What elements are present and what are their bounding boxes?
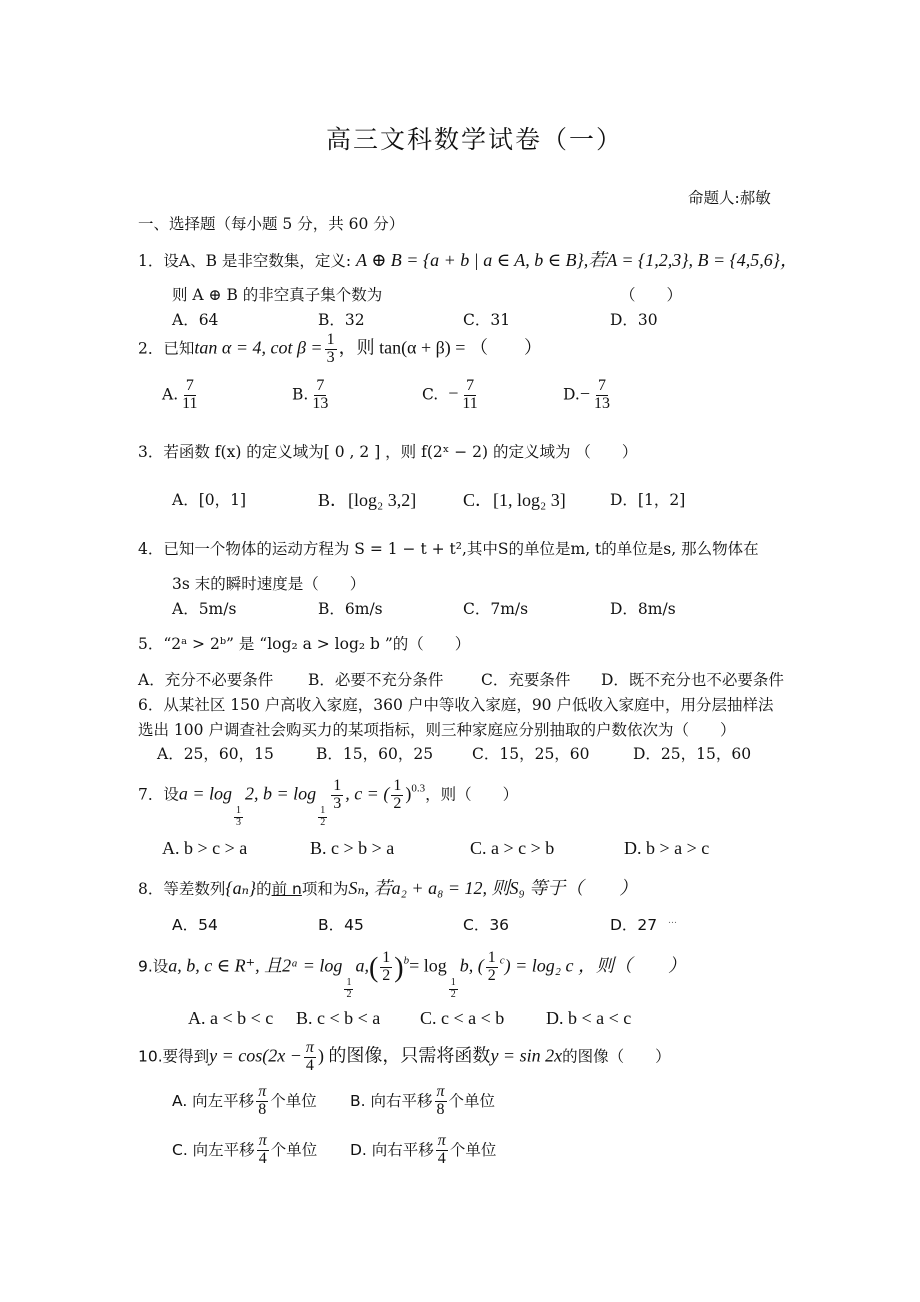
q7-base-1 bbox=[234, 806, 243, 828]
q3-option-b: B．[log₂ 3,2] bbox=[318, 490, 417, 510]
q5-option-a: A．充分不必要条件 bbox=[138, 671, 274, 689]
q10-opt-c-post: 个单位 bbox=[270, 1140, 318, 1159]
q10-opt-c-frac bbox=[257, 1133, 269, 1168]
q2-opt-d-num: 7 bbox=[597, 377, 606, 394]
q2-opt-c-frac bbox=[460, 378, 479, 413]
q7-option-d: D. b > a > c bbox=[624, 838, 710, 858]
question-6: 6．从某社区 150 户高收入家庭，360 户中等收入家庭，90 户低收入家庭中，用分层抽样法 bbox=[138, 696, 774, 714]
q2-opt-d-label: D. bbox=[563, 385, 580, 404]
q9-base-2 bbox=[449, 978, 458, 1000]
q10-number: 10.要得到 bbox=[138, 1047, 210, 1066]
q10-opt-b-num: π bbox=[436, 1083, 445, 1100]
q5-option-d: D．既不充分也不必要条件 bbox=[601, 671, 784, 689]
q10-opt-b-frac bbox=[435, 1084, 447, 1119]
q7-base2-num: 1 bbox=[320, 805, 326, 817]
q1-option-a: A．64 bbox=[172, 311, 219, 329]
q7-part-2: 2, b = log bbox=[245, 783, 317, 804]
q9-b1-num: 1 bbox=[346, 977, 352, 989]
q2-opt-b-label: B. bbox=[292, 385, 309, 404]
q8-mark: … bbox=[668, 916, 677, 926]
q2-opt-a-den: 11 bbox=[182, 394, 198, 412]
q2-opt-d-den: 13 bbox=[593, 394, 610, 412]
question-9 bbox=[138, 950, 686, 1000]
q6-line2: 选出 100 户调查社会购买力的某项指标，则三种家庭应分别抽取的户数依次为（ ） bbox=[138, 721, 736, 739]
q5-option-b: B．必要不充分条件 bbox=[308, 671, 444, 689]
q10-opt-c-num: π bbox=[258, 1132, 267, 1149]
q9-f2-num: 1 bbox=[487, 949, 496, 966]
q10-opt-a-frac bbox=[256, 1084, 268, 1119]
q6-option-c: C．15，25，60 bbox=[472, 745, 590, 763]
q2-frac-den: 3 bbox=[326, 348, 335, 366]
q2-option-c bbox=[422, 378, 482, 413]
q9-left-paren: ( bbox=[368, 952, 379, 984]
q7-number: 7．设 bbox=[138, 785, 179, 804]
q2-fraction bbox=[325, 332, 337, 367]
q4-line2: 3s 末的瞬时速度是（ ） bbox=[172, 575, 366, 593]
q1-answer-paren: （ ） bbox=[620, 286, 683, 304]
question-7 bbox=[138, 778, 518, 828]
q9-part-1: a, b, c ∈ R⁺, 且2ᵃ = log bbox=[168, 955, 343, 976]
q7-fracc-num: 1 bbox=[393, 777, 402, 794]
q7-frac-b bbox=[331, 778, 343, 813]
q2-opt-c-num: 7 bbox=[466, 377, 475, 394]
q10-opt-b-den: 8 bbox=[436, 1100, 445, 1118]
q8-option-a: A．54 bbox=[172, 916, 218, 934]
q7-base1-den: 3 bbox=[236, 816, 242, 828]
q7-option-a: A. b > c > a bbox=[162, 838, 248, 858]
q9-part-4: b, ( bbox=[459, 955, 484, 976]
q2-opt-b-num: 7 bbox=[316, 377, 325, 394]
q9-b2-den: 2 bbox=[450, 988, 456, 1000]
q2-opt-a-frac bbox=[180, 378, 199, 413]
q8-part-1: 的 bbox=[256, 880, 272, 898]
q2-option-b bbox=[292, 378, 332, 413]
page-title: 高三文科数学试卷（一） bbox=[326, 125, 624, 154]
q10-opt-a-post: 个单位 bbox=[270, 1091, 317, 1110]
q2-opt-c-label: C. bbox=[422, 385, 439, 404]
q10-option-b bbox=[350, 1084, 495, 1119]
q2-opt-d-sign: − bbox=[579, 383, 590, 404]
q9-b2-num: 1 bbox=[450, 977, 456, 989]
q1-line2 bbox=[172, 283, 382, 305]
q5-option-c: C．充要条件 bbox=[481, 671, 571, 689]
q9-base-1 bbox=[344, 978, 353, 1000]
q9-frac-1 bbox=[380, 950, 392, 985]
question-2 bbox=[138, 332, 542, 367]
q1-option-b: B．32 bbox=[318, 311, 365, 329]
q7-part-4: ) bbox=[405, 783, 412, 804]
author: 命题人:郝敏 bbox=[688, 189, 771, 207]
q9-right-paren: ) bbox=[394, 952, 404, 984]
section-heading: 一、选择题（每小题 5 分，共 60 分） bbox=[138, 215, 405, 233]
q8-option-c: C．36 bbox=[463, 916, 510, 934]
q1-number: 1．设 bbox=[138, 252, 179, 270]
q9-part-2: a, bbox=[355, 955, 369, 976]
q8-option-d: D．27 bbox=[610, 916, 658, 934]
q3-option-a: A．[0，1] bbox=[172, 491, 247, 509]
q1-text: A、B 是非空数集，定义: bbox=[178, 252, 352, 270]
q10-opt-a-pre: A. 向左平移 bbox=[172, 1091, 255, 1110]
q10-part-2: y = cos(2x − bbox=[209, 1045, 302, 1066]
q9-f1-num: 1 bbox=[382, 949, 391, 966]
q7-base1-num: 1 bbox=[236, 805, 242, 817]
q7-frac-c bbox=[391, 778, 403, 813]
q1-option-d: D．30 bbox=[610, 311, 658, 329]
q3-option-d: D．[1，2] bbox=[610, 491, 686, 509]
q10-opt-d-num: π bbox=[437, 1132, 446, 1149]
question-1 bbox=[138, 246, 798, 272]
q9-f1-den: 2 bbox=[382, 966, 391, 984]
q9-option-d: D. b < a < c bbox=[546, 1008, 632, 1028]
q4-option-d: D．8m/s bbox=[610, 600, 676, 618]
q2-expr-b: ，则 tan(α + β) = （ ） bbox=[338, 337, 542, 358]
q9-part-3: = log bbox=[409, 955, 447, 976]
question-3: 3．若函数 f(x) 的定义域为[ 0 , 2 ] ，则 f(2ˣ − 2) 的定义域为 （ ） bbox=[138, 443, 638, 461]
q4-option-a: A．5m/s bbox=[172, 600, 237, 618]
q4-option-b: B．6m/s bbox=[318, 600, 383, 618]
q2-opt-c-den: 11 bbox=[462, 394, 478, 412]
q2-opt-a-num: 7 bbox=[185, 377, 194, 394]
q1-question: 则 A ⊕ B 的非空真子集个数为 bbox=[172, 286, 383, 304]
q9-option-c: C. c < a < b bbox=[420, 1008, 505, 1028]
q9-part-5: ) = log₂ c ，则（ ） bbox=[504, 955, 687, 976]
q1-definition: A ⊕ B = {a + b | a ∈ A, b ∈ B},若A = {1,2,3}, B = {4,5,6}， bbox=[356, 250, 798, 270]
q10-option-d bbox=[350, 1133, 496, 1168]
q8-rest: Sₙ, 若a₂ + a₈ = 12, 则S₉ 等于（ ） bbox=[348, 878, 638, 898]
q7-fracb-num: 1 bbox=[333, 777, 342, 794]
question-8 bbox=[138, 874, 637, 900]
question-4: 4．已知一个物体的运动方程为 S = 1 − t + t²,其中S的单位是m, t的单位是s, 那么物体在 bbox=[138, 540, 759, 558]
q8-underlined: 前 n bbox=[271, 880, 302, 898]
q2-expr-a: tan α = 4, cot β = bbox=[194, 337, 323, 358]
q9-b1-den: 2 bbox=[346, 988, 352, 1000]
q7-option-b: B. c > b > a bbox=[310, 838, 395, 858]
q6-option-d: D．25，15，60 bbox=[633, 745, 752, 763]
q7-part-1: a = log bbox=[178, 783, 233, 804]
q10-pi-frac bbox=[304, 1040, 316, 1075]
q6-option-b: B．15，60，25 bbox=[316, 745, 434, 763]
question-5: 5．“2ᵃ > 2ᵇ” 是 “log₂ a > log₂ b ”的（ ） bbox=[138, 635, 471, 653]
q4-option-c: C．7m/s bbox=[463, 600, 529, 618]
q10-option-c bbox=[172, 1133, 317, 1168]
q7-exponent: 0.3 bbox=[411, 782, 426, 795]
q8-number: 8．等差数列 bbox=[138, 880, 226, 898]
q7-part-3: , c = ( bbox=[345, 783, 390, 804]
q10-opt-d-frac bbox=[436, 1133, 448, 1168]
q9-frac-2 bbox=[486, 950, 498, 985]
q10-pi-num: π bbox=[305, 1039, 314, 1056]
q9-number: 9.设 bbox=[138, 957, 169, 976]
q7-fracb-den: 3 bbox=[333, 794, 342, 812]
q2-option-a bbox=[162, 378, 202, 413]
q10-opt-d-pre: D. 向右平移 bbox=[350, 1140, 434, 1159]
q9-option-a: A. a < b < c bbox=[188, 1008, 274, 1028]
q2-opt-d-frac bbox=[592, 378, 612, 413]
q9-exp-2: c bbox=[499, 954, 505, 967]
q3-option-c: C．[1, log₂ 3] bbox=[463, 490, 566, 510]
q8-sequence: {aₙ} bbox=[225, 878, 257, 898]
q2-number: 2．已知 bbox=[138, 339, 195, 358]
q10-part-3: ) 的图像，只需将函数 bbox=[317, 1045, 491, 1066]
q2-opt-b-den: 13 bbox=[312, 394, 329, 412]
question-10 bbox=[138, 1040, 671, 1075]
q10-pi-den: 4 bbox=[305, 1056, 314, 1074]
q7-part-5: ，则（ ） bbox=[425, 785, 519, 804]
q2-opt-a-label: A. bbox=[162, 385, 179, 404]
q10-part-4: y = sin 2x bbox=[490, 1045, 563, 1066]
q10-opt-c-den: 4 bbox=[258, 1149, 267, 1167]
q7-option-c: C. a > c > b bbox=[470, 838, 555, 858]
q10-opt-d-post: 个单位 bbox=[449, 1140, 497, 1159]
q7-base2-den: 2 bbox=[320, 816, 326, 828]
q10-opt-a-num: π bbox=[258, 1083, 267, 1100]
q10-opt-d-den: 4 bbox=[437, 1149, 446, 1167]
q6-option-a: A．25，60，15 bbox=[157, 745, 274, 763]
q8-part-2: 项和为 bbox=[301, 880, 349, 898]
q7-fracc-den: 2 bbox=[393, 794, 402, 812]
q9-f2-den: 2 bbox=[487, 966, 496, 984]
q2-opt-b-frac bbox=[310, 378, 330, 413]
q10-opt-c-pre: C. 向左平移 bbox=[172, 1140, 255, 1159]
q2-option-d bbox=[563, 378, 614, 413]
q10-option-a bbox=[172, 1084, 317, 1119]
q10-opt-b-pre: B. 向右平移 bbox=[350, 1091, 433, 1110]
q1-option-c: C．31 bbox=[463, 311, 511, 329]
q10-part-5: 的图像（ ） bbox=[562, 1047, 671, 1066]
q9-exp-1: b bbox=[403, 954, 410, 967]
q7-base-2 bbox=[318, 806, 327, 828]
q10-opt-b-post: 个单位 bbox=[448, 1091, 496, 1110]
q10-opt-a-den: 8 bbox=[258, 1100, 267, 1118]
q9-option-b: B. c < b < a bbox=[296, 1008, 381, 1028]
q2-opt-c-sign: − bbox=[448, 383, 459, 404]
q2-frac-num: 1 bbox=[326, 331, 335, 348]
q8-option-b: B．45 bbox=[318, 916, 364, 934]
